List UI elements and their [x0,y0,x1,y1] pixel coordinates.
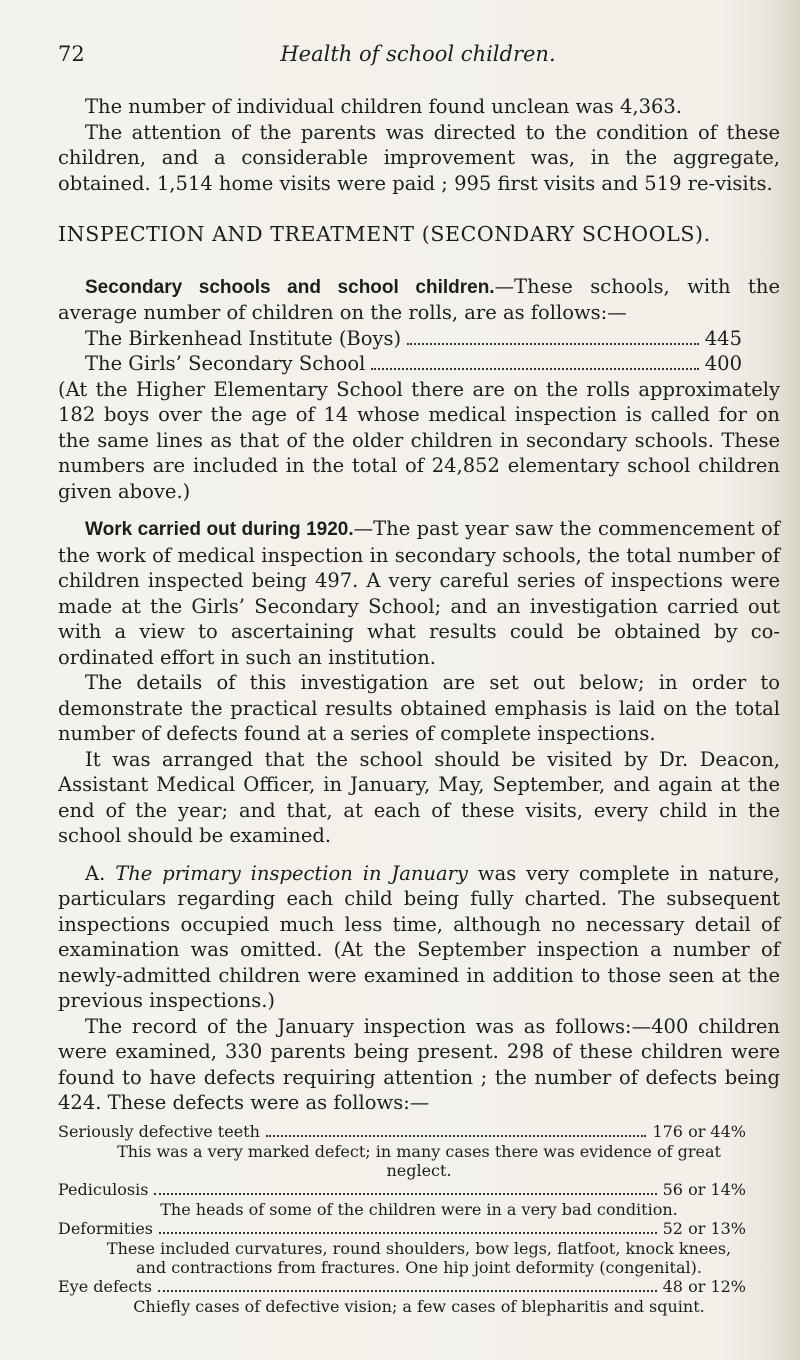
dot-leader [159,1232,657,1234]
dot-leader [407,343,699,345]
defect-row [58,1219,780,1239]
defect-label: Seriously defective teeth [58,1121,260,1141]
defect-label: Deformities [58,1218,154,1238]
defect-row [58,1122,780,1142]
section-heading: INSPECTION AND TREATMENT (SECONDARY SCHOOLS). [58,222,711,246]
secondary-intro-text: —These schools, with the average number of children on the rolls, are as follows:— [58,274,780,324]
defect-count: 56 or 14% [662,1179,746,1199]
defect-label: Eye defects [58,1276,152,1296]
dot-leader [154,1193,656,1195]
paragraph-secondary-schools [58,274,780,326]
run-in-heading-work: Work carried out during 1920. [85,519,354,540]
school-name: The Birkenhead Institute (Boys) [85,326,402,350]
school-row [58,351,780,377]
running-title: Health of school children. [280,42,556,66]
defect-note: The heads of some of the children were in a very bad condition. [160,1199,678,1219]
paragraph-parent-attention: The attention of the parents was directed to the condition of these children, and a considerable improvement was, in the aggregate, obtained. 1,514 home visits were paid ; 995 first visits and 519 re-visits. [58,120,780,195]
school-roll-count: 400 [704,352,742,375]
paragraph-details: The details of this investigation are set out below; in order to demonstrate the practical results obtained emphasis is laid on the total number of defects found at a series of complete inspections. [58,671,780,745]
section-a-label: A. [85,861,106,885]
dot-leader [158,1290,657,1292]
dot-leader [266,1135,647,1137]
page-body [58,94,780,1316]
defect-count: 52 or 13% [662,1218,746,1238]
page-header [58,42,778,72]
section-a-text: was very complete in nature, particulars regarding each child being fully charted. The subsequent inspections occupied much less time, although no necessary detail of examination was omitted. (At the September inspection a number of newly-admitted children were examined in addition to those seen at the previous inspections.) [58,861,781,1012]
run-in-heading-secondary: Secondary schools and school children. [85,276,495,298]
page-number: 72 [58,42,85,66]
defect-row [58,1277,780,1297]
defect-note: This was a very marked defect; in many cases there was evidence of great neglect. [117,1141,721,1180]
paragraph-work-1920 [58,516,780,670]
paragraph-january-record: The record of the January inspection was as follows:—400 children were examined, 330 parents being present. 298 of these children were found to have defects requiring attention ; the number of defects being 424. These defects were as follows:— [58,1014,780,1114]
paragraph-section-a [58,861,780,1014]
defect-count: 176 or 44% [652,1121,746,1141]
paragraph-higher-elementary-note: (At the Higher Elementary School there are on the rolls approximately 182 boys over the age of 14 whose medical inspection is called for on the same lines as that of the older children in secondary schools. These numbers are included in the total of 24,852 elementary school children given above.) [58,377,780,503]
school-roll-count: 445 [704,326,742,350]
defect-row [58,1180,780,1200]
defect-count: 48 or 12% [662,1276,746,1296]
work-text: —The past year saw the commencement of the work of medical inspection in secondary schools, the total number of children inspected being 497. A very careful series of inspections were made at the Girls’ Secondary School; and an investigation carried out with a view to ascertaining what results could be obtained by co-ordinated effort in such an institution. [58,517,780,669]
school-row [58,326,780,352]
defect-note: Chiefly cases of defective vision; a few cases of blepharitis and squint. [133,1296,705,1316]
school-name: The Girls’ Secondary School [85,352,366,375]
defect-label: Pediculosis [58,1179,149,1199]
dot-leader [371,368,698,370]
defects-list [58,1122,780,1316]
paragraph-arrangement: It was arranged that the school should be visited by Dr. Deacon, Assistant Medical Officer, in January, May, September, and again at the end of the year; and that, at each of these visits, every child in the school should be examined. [58,747,780,847]
paragraph-unclean: The number of individual children found unclean was 4,363. [85,95,683,118]
section-a-italic-title: The primary inspection in January [115,861,468,885]
defect-note: These included curvatures, round shoulders, bow legs, flatfoot, knock knees, and contractions from fractures. One hip joint deformity (congenital). [106,1238,732,1277]
